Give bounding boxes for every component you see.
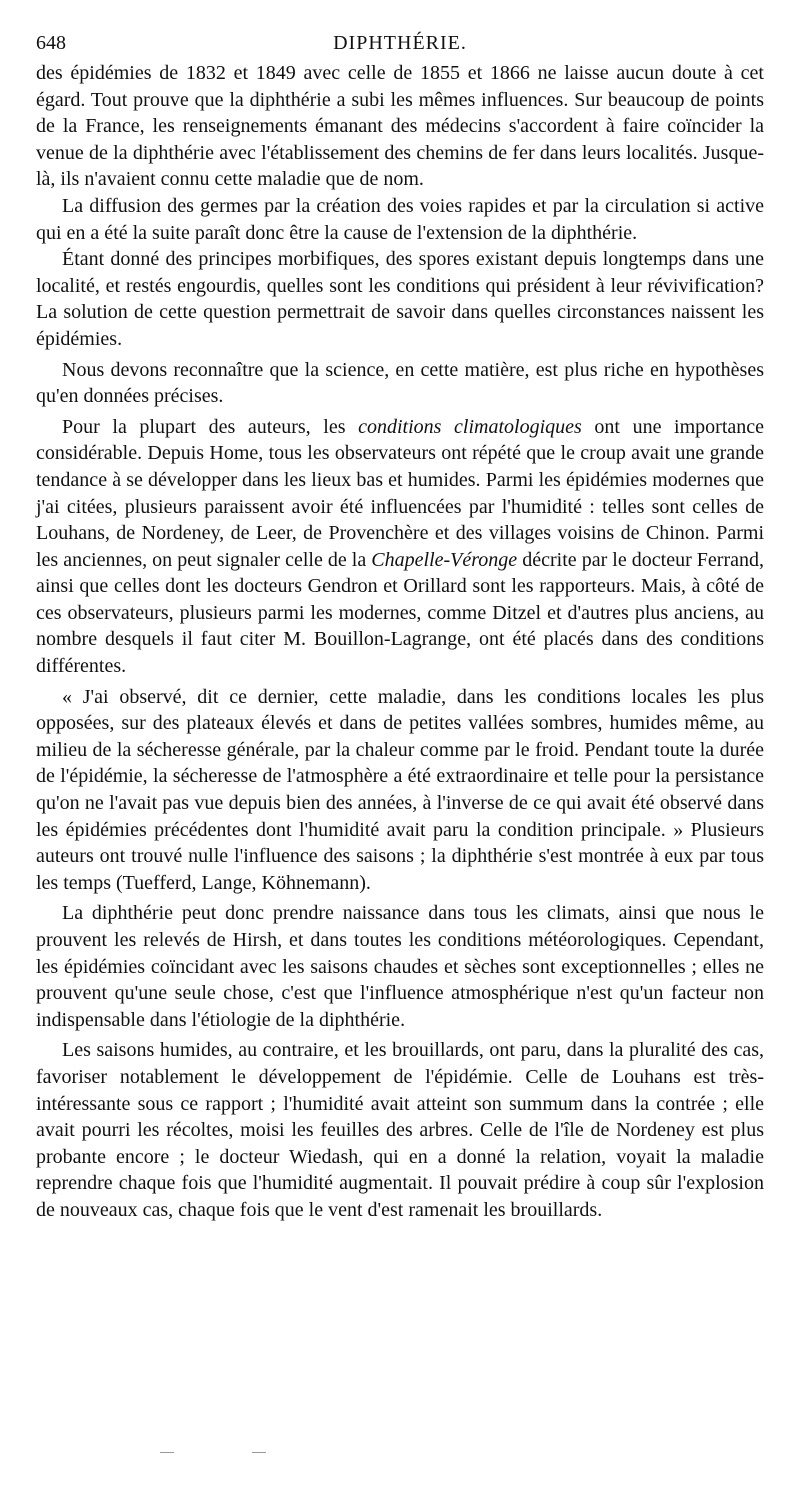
paragraph-3: Étant donné des principes morbifiques, des spores existant depuis longtemps dans une localité, et restés engourdis, quelles sont les conditions qui président à leur révivification? La solution de cette question permettrait de savoir dans quelles circonstances naissent les épidémies. [36,248,764,350]
paragraph-5-italic-2: Chapelle-Véronge [371,548,518,571]
paragraph-6: « J'ai observé, dit ce dernier, cette maladie, dans les conditions locales les plus opposées, sur des plateaux élevés et dans de petites vallées sombres, humides même, au milieu de la sécheresse générale, par la chaleur comme par le froid. Pendant toute la durée de l'épidémie, la sécheresse de l'atmosphère a été extraordinaire et telle pour la persistance qu'on ne l'avait pas vue depuis bien des années, à l'inverse de ce qui avait été observé dans les épidémies précédentes dont l'humidité avait paru la condition principale. » Plusieurs auteurs ont trouvé nulle l'influence des saisons ; la diphthérie s'est montrée à eux par tous les temps (Tuefferd, Lange, Köhnemann). [36,685,764,894]
paragraph-5-italic-1: conditions climatologiques [358,415,582,438]
paragraph-5-part-3: décrite par le docteur Ferrand, ainsi que celles dont les docteurs Gendron et Orillard sont les rapporteurs. Mais, à côté de ces observateurs, plusieurs parmi les modernes, comme Ditzel et d'autres plus anciens, au nombre desquels il faut citer M. Bouillon-Lagrange, ont été placés dans des conditions différentes. [36,548,764,678]
body-text [36,60,764,1224]
paragraph-8: Les saisons humides, au contraire, et les brouillards, ont paru, dans la pluralité des cas, favoriser notablement le développement de l'épidémie. Celle de Louhans est très-intéressante sous ce rapport ; l'humidité avait atteint son summum dans la contrée ; elle avait pourri les récoltes, moisi les feuilles des arbres. Celle de l'île de Nordeney est plus probante encore ; le docteur Wiedash, qui en a donné la relation, voyait la maladie reprendre chaque fois que l'humidité augmentait. Il pouvait prédire à coup sûr l'explosion de nouveaux cas, chaque fois que le vent d'est ramenait les brouillards. [36,1039,764,1221]
footer-mark-left [160,1452,174,1453]
running-title: DIPHTHÉRIE. [333,32,467,54]
paragraph-4: Nous devons reconnaître que la science, en cette matière, est plus riche en hypothèses qu'en données précises. [36,358,764,408]
page-header [36,30,764,56]
paragraph-7: La diphthérie peut donc prendre naissance dans tous les climats, ainsi que nous le prouvent les relevés de Hirsh, et dans toutes les conditions météorologiques. Cependant, les épidémies coïncidant avec les saisons chaudes et sèches sont exceptionnelles ; elles ne prouvent qu'une seule chose, c'est que l'influence atmosphérique n'est qu'un facteur non indispensable dans l'étiologie de la diphthérie. [36,902,764,1031]
footer-mark-right [252,1452,266,1453]
paragraph-1: des épidémies de 1832 et 1849 avec celle de 1855 et 1866 ne laisse aucun doute à cet égard. Tout prouve que la diphthérie a subi les mêmes influences. Sur beaucoup de points de la France, les renseignements émanant des médecins s'accordent à faire coïncider la venue de la diphthérie avec l'établissement des chemins de fer dans leurs localités. Jusque-là, ils n'avaient connu cette maladie que de nom. [36,62,764,191]
paragraph-5-part-2: ont une importance considérable. Depuis Home, tous les observateurs ont répété que le croup avait une grande tendance à se développer dans les lieux bas et humides. Parmi les épidémies modernes que j'ai citées, plusieurs paraissent avoir été influencées par l'humidité : telles sont celles de Louhans, de Nordeney, de Leer, de Provenchère et des villages voisins de Chinon. Parmi les anciennes, on peut signaler celle de la [36,415,765,571]
page-number: 648 [36,32,66,54]
paragraph-5-part-1: Pour la plupart des auteurs, les [62,415,359,438]
paragraph-2: La diffusion des germes par la création des voies rapides et par la circulation si active qui en a été la suite paraît donc être la cause de l'extension de la diphthérie. [36,194,764,244]
paragraph-5 [36,414,764,680]
book-page [36,30,764,1224]
